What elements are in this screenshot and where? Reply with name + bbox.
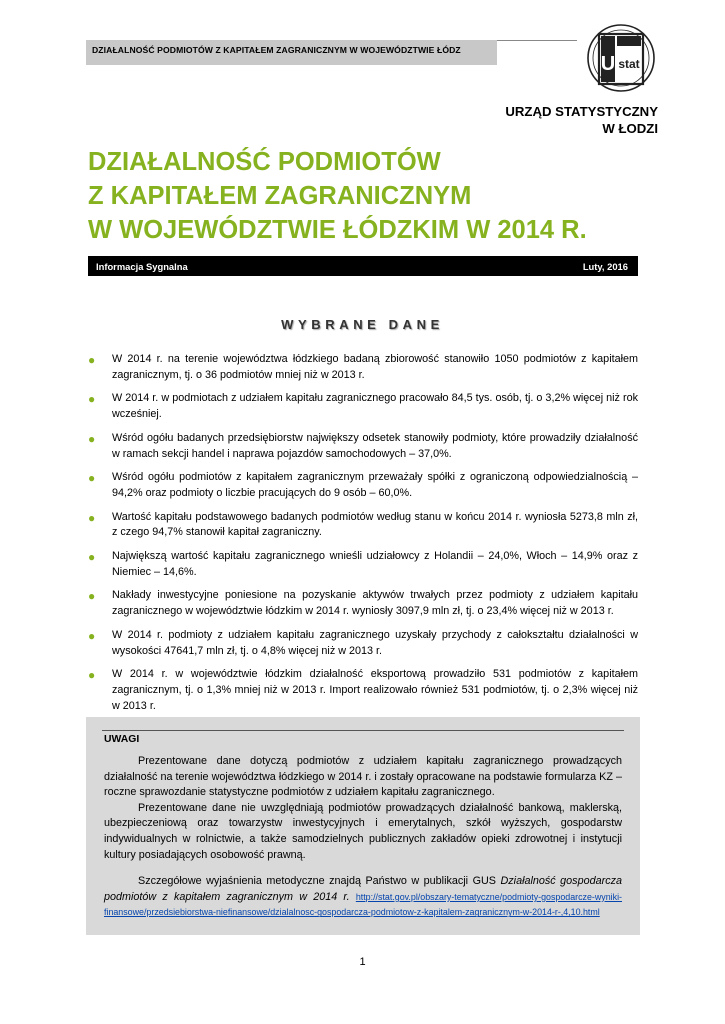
- bullet-icon: ●: [88, 392, 96, 407]
- list-item: [88, 510, 638, 542]
- bullet-icon: ●: [88, 471, 96, 486]
- notes-box: [86, 717, 640, 935]
- running-title: DZIAŁALNOŚĆ PODMIOTÓW Z KAPITAŁEM ZAGRANICZNYM W WOJEWÓDZTWIE ŁÓDZ: [92, 45, 461, 55]
- list-item-text: Największą wartość kapitału zagranicznego wnieśli udziałowcy z Holandii – 24,0%, Włoch – 14,9% oraz z Niemiec – 14,6%.: [112, 549, 638, 578]
- office-line-1: URZĄD STATYSTYCZNY: [505, 104, 658, 119]
- bullet-icon: ●: [88, 589, 96, 604]
- notes-paragraph-3-text: Szczegółowe wyjaśnienia metodyczne znajdą Państwo w publikacji GUS: [138, 875, 501, 888]
- list-item: [88, 391, 638, 423]
- list-item-text: W 2014 r. podmioty z udziałem kapitału zagranicznego uzyskały przychody z całokształtu działalności w wysokości 47641,7 mln zł, tj. o 4,8% więcej niż w 2013 r.: [112, 628, 638, 657]
- bullet-icon: ●: [88, 431, 96, 446]
- list-item: [88, 352, 638, 384]
- list-item-text: Nakłady inwestycyjne poniesione na pozyskanie aktywów trwałych przez podmioty z udziałem kapitału zagranicznego w województwie łódzkim w 2014 r. wyniosły 3097,9 mln zł, tj. o 23,4% więcej niż w 2013 r.: [112, 589, 638, 618]
- ustat-logo: [585, 18, 657, 98]
- list-item: [88, 431, 638, 463]
- bullet-icon: ●: [88, 353, 96, 367]
- list-item: [88, 628, 638, 660]
- svg-text:U: U: [600, 53, 616, 75]
- title-line-2: Z KAPITAŁEM ZAGRANICZNYM: [88, 182, 472, 210]
- info-type: Informacja Sygnalna: [96, 261, 188, 272]
- list-item-text: Wśród ogółu podmiotów z kapitałem zagranicznym przeważały spółki z ograniczoną odpowiedzialnością – 94,2% oraz podmioty o liczbie pracujących do 9 osób – 60,0%.: [112, 471, 638, 499]
- info-date: Luty, 2016: [582, 261, 628, 272]
- list-item: [88, 588, 638, 620]
- list-item-text: W 2014 r. w podmiotach z udziałem kapitału zagranicznego pracowało 84,5 tys. osób, tj. o 3,2% więcej niż rok wcześniej.: [112, 392, 638, 421]
- notes-heading: UWAGI: [104, 734, 140, 745]
- title-line-1: DZIAŁALNOŚĆ PODMIOTÓW: [88, 148, 441, 176]
- title-line-3: W WOJEWÓDZTWIE ŁÓDZKIM W 2014 R.: [88, 216, 587, 244]
- bullet-icon: ●: [88, 549, 96, 564]
- bullet-icon: ●: [88, 510, 96, 525]
- notes-paragraph-1: Prezentowane dane dotyczą podmiotów z udziałem kapitału zagranicznego prowadzących działalność na terenie województwa łódzkiego w 2014 r. i zostały opracowane na podstawie formularza KZ – roczne sprawozdanie statystyczne podmiotów z udziałem kapitału zagranicznego.: [104, 755, 622, 799]
- bullet-icon: ●: [88, 628, 96, 643]
- info-bar: [88, 256, 638, 276]
- list-item: [88, 470, 638, 502]
- svg-text:stat: stat: [618, 57, 640, 71]
- list-item: [88, 667, 638, 714]
- notes-paragraph-2: Prezentowane dane nie uwzględniają podmiotów prowadzących działalność bankową, maklerską, ubezpieczeniową oraz towarzystw inwestycyjnych i emerytalnych, szkół wyższych, gospodarstw indywidualnych w rolnictwie, a także samodzielnych publicznych zakładów opieki zdrowotnej i instytucji kultury posiadających osobowość prawną.: [104, 801, 622, 861]
- list-item: [88, 549, 638, 581]
- notes-divider: [102, 730, 624, 731]
- running-header: [86, 40, 497, 65]
- methodology-link[interactable]: http://stat.gov.pl/obszary-tematyczne/podmioty-gospodarcze-wyniki-finansowe/przedsiebiorstwa-niefinansowe/dzialalnosc-gospodarcza-podmiotow-z-kapitalem-zagranicznym-w-2014-r-,4,10.html: [104, 891, 623, 918]
- page-number: 1: [359, 956, 366, 968]
- list-item-text: W 2014 r. na terenie województwa łódzkiego badaną zbiorowość stanowiło 1050 podmiotów z kapitałem zagranicznym, tj. o 36 podmiotów mniej niż w 2013 r.: [112, 353, 638, 381]
- publication-title: Działalność gospodarcza podmiotów z kapitałem zagranicznym w 2014 r.: [104, 875, 622, 903]
- list-item-text: Wartość kapitału podstawowego badanych podmiotów według stanu w końcu 2014 r. wyniosła 5273,8 mln zł, z czego 94,7% stanowił kapitał zagraniczny.: [112, 510, 638, 539]
- selected-data-heading: WYBRANE DANE: [281, 317, 444, 332]
- notes-paragraph-3: [104, 874, 622, 921]
- office-name: [505, 103, 658, 137]
- key-findings-list: [88, 352, 638, 722]
- list-item-text: Wśród ogółu badanych przedsiębiorstw największy odsetek stanowiły podmioty, które prowadziły działalność w ramach sekcji handel i naprawa pojazdów samochodowych – 37,0%.: [112, 431, 638, 460]
- notes-body: [104, 754, 622, 921]
- header-divider: [497, 40, 577, 41]
- bullet-icon: ●: [88, 668, 96, 683]
- document-title: [88, 145, 587, 247]
- office-line-2: W ŁODZI: [602, 121, 658, 136]
- list-item-text: W 2014 r. w województwie łódzkim działalność eksportową prowadziło 531 podmiotów z kapitałem zagranicznym, tj. o 1,3% mniej niż w 2013 r. Import realizowało również 531 podmiotów, tj. o 2,3% więcej niż w 2013 r.: [112, 668, 638, 712]
